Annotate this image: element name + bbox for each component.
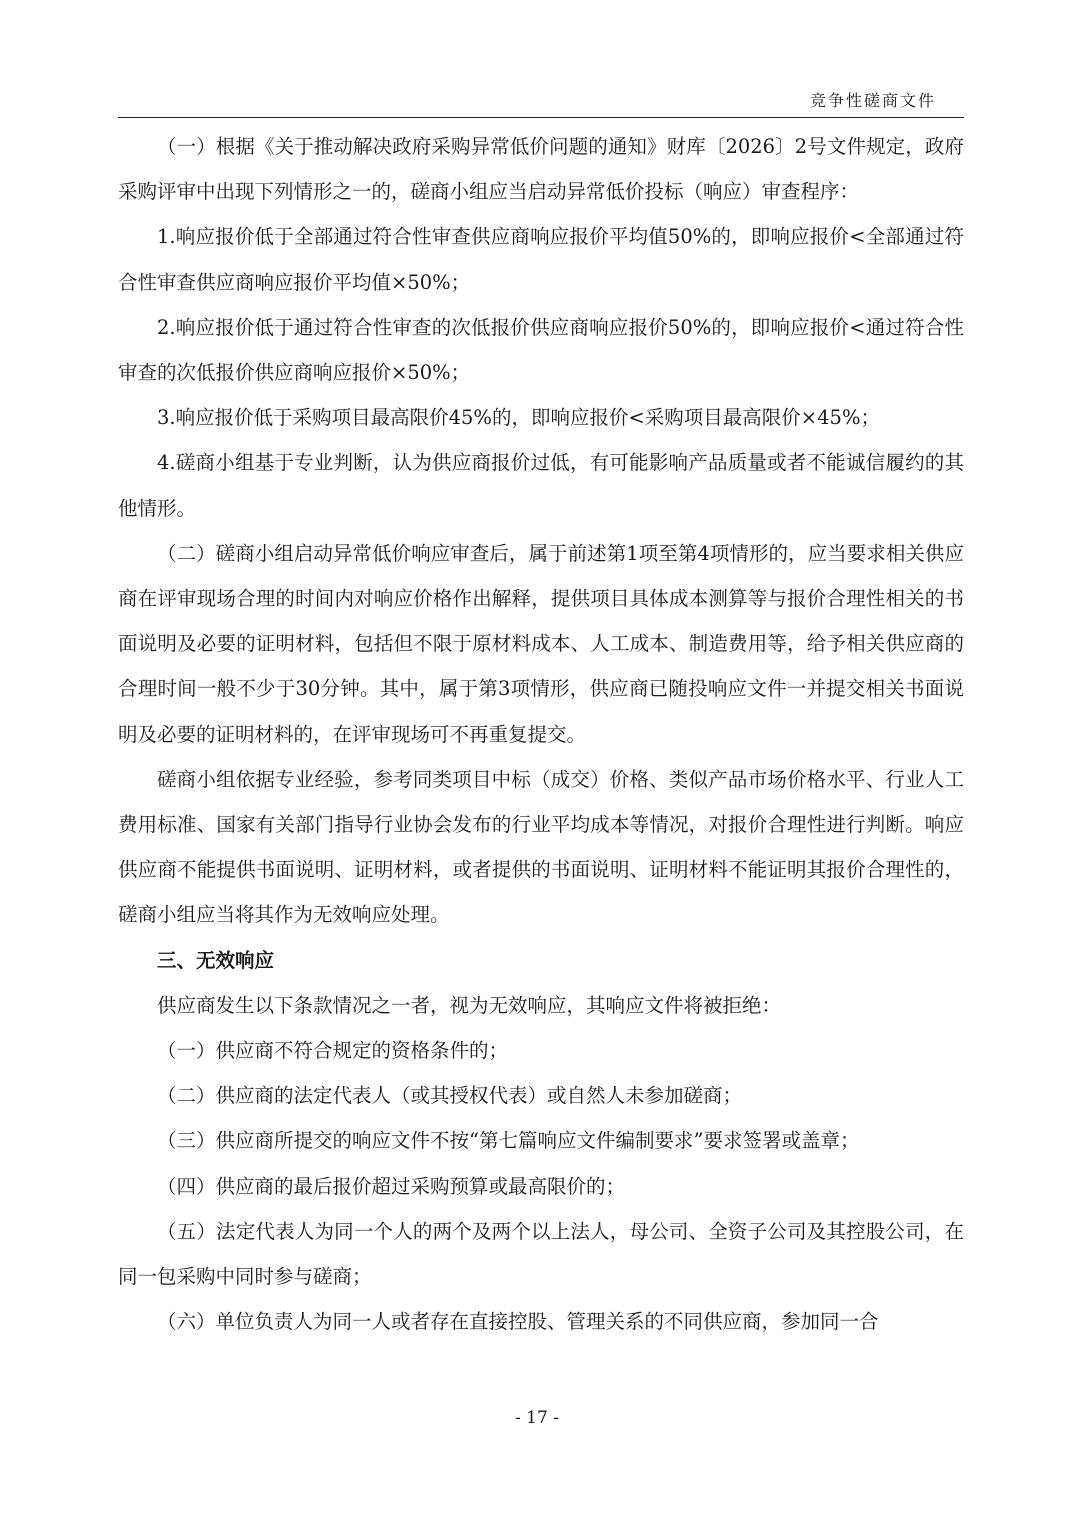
document-body xyxy=(118,124,964,1344)
invalid-item-1: （一）供应商不符合规定的资格条件的； xyxy=(157,1039,509,1063)
paragraph-condition-4: 4.磋商小组基于专业判断，认为供应商报价过低，有可能影响产品质量或者不能诚信履约的其他情形。 xyxy=(118,451,964,520)
invalid-item-3: （三）供应商所提交的响应文件不按“第七篇响应文件编制要求”要求签署或盖章； xyxy=(157,1129,860,1153)
page-number: - 17 - xyxy=(515,1408,559,1428)
paragraph-review-procedure: （二）磋商小组启动异常低价响应审查后，属于前述第1项至第4项情形的，应当要求相关供应商在评审现场合理的时间内对响应价格作出解释，提供项目具体成本测算等与报价合理性相关的书面说明及必要的证明材料，包括但不限于原材料成本、人工成本、制造费用等，给予相关供应商的合理时间一般不少于30分钟。其中，属于第3项情形，供应商已随投响应文件一并提交相关书面说明及必要的证明材料的，在评审现场可不再重复提交。 xyxy=(118,541,964,746)
paragraph-panel-judgment: 磋商小组依据专业经验，参考同类项目中标（成交）价格、类似产品市场价格水平、行业人工费用标准、国家有关部门指导行业协会发布的行业平均成本等情况，对报价合理性进行判断。响应供应商不能提供书面说明、证明材料，或者提供的书面说明、证明材料不能证明其报价合理性的，磋商小组应当将其作为无效响应处理。 xyxy=(118,767,964,927)
invalid-item-2: （二）供应商的法定代表人（或其授权代表）或自然人未参加磋商； xyxy=(157,1084,743,1108)
paragraph-condition-2: 2.响应报价低于通过符合性审查的次低报价供应商响应报价50%的，即响应报价<通过符合性审查的次低报价供应商响应报价×50%； xyxy=(118,315,964,385)
running-header-title: 竞争性磋商文件 xyxy=(809,91,936,110)
paragraph-invalid-intro: 供应商发生以下条款情况之一者，视为无效响应，其响应文件将被拒绝： xyxy=(157,993,782,1017)
invalid-item-4: （四）供应商的最后报价超过采购预算或最高限价的； xyxy=(157,1174,626,1198)
invalid-item-6: （六）单位负责人为同一人或者存在直接控股、管理关系的不同供应商，参加同一合 xyxy=(157,1310,879,1334)
paragraph-abnormal-low-price-rule: （一）根据《关于推动解决政府采购异常低价问题的通知》财库〔2026〕2号文件规定，政府采购评审中出现下列情形之一的，磋商小组应当启动异常低价投标（响应）审查程序： xyxy=(118,135,964,204)
section-heading-invalid-response: 三、无效响应 xyxy=(157,948,275,972)
paragraph-condition-1: 1.响应报价低于全部通过符合性审查供应商响应报价平均值50%的，即响应报价<全部通过符合性审查供应商响应报价平均值×50%； xyxy=(118,225,964,294)
invalid-item-5: （五）法定代表人为同一个人的两个及两个以上法人，母公司、全资子公司及其控股公司，在同一包采购中同时参与磋商； xyxy=(118,1219,964,1289)
paragraph-condition-3: 3.响应报价低于采购项目最高限价45%的，即响应报价<采购项目最高限价×45%； xyxy=(157,406,880,430)
header-divider xyxy=(118,117,964,118)
